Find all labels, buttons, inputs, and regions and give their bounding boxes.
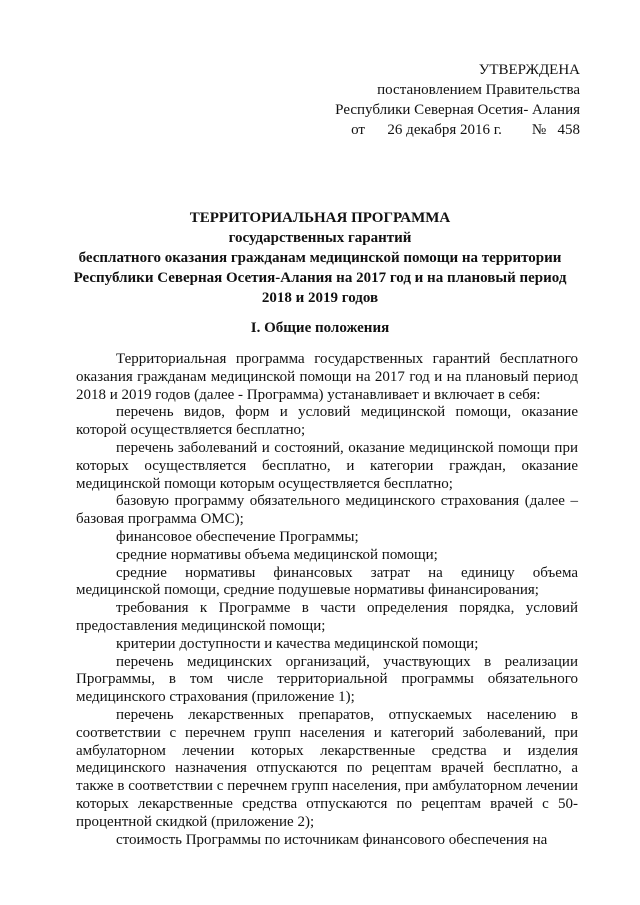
approval-issuer: постановлением Правительства xyxy=(377,82,580,98)
approval-title: УТВЕРЖДЕНА xyxy=(478,62,580,78)
title-line-1: ТЕРРИТОРИАЛЬНАЯ ПРОГРАММА xyxy=(189,210,451,226)
approval-government: Республики Северная Осетия- Алания xyxy=(335,102,580,118)
paragraph-item: средние нормативы финансовых затрат на единицу объема медицинской помощи, средние подушевые нормативы финансирования; xyxy=(76,564,578,599)
title-line-2: государственных гарантий xyxy=(228,230,412,246)
title-line-4: Республики Северная Осетия-Алания на 2017 год и на плановый период xyxy=(73,270,567,286)
body-text xyxy=(76,351,578,849)
paragraph-item: стоимость Программы по источникам финансового обеспечения на xyxy=(116,831,548,848)
paragraph-item: средние нормативы объема медицинской помощи; xyxy=(116,546,438,563)
title-line-5: 2018 и 2019 годов xyxy=(261,290,379,306)
paragraph-item: требования к Программе в части определения порядка, условий предоставления медицинской помощи; xyxy=(76,600,578,634)
paragraph-item: перечень видов, форм и условий медицинской помощи, оказание которой осуществляется бесплатно; xyxy=(76,404,578,439)
paragraph-item: критерии доступности и качества медицинской помощи; xyxy=(116,635,479,652)
document-title xyxy=(60,208,580,308)
approval-date-number: от 26 декабря 2016 г. № 458 xyxy=(351,122,580,138)
paragraph-item: базовую программу обязательного медицинского страхования (далее – базовая программа ОМС); xyxy=(76,493,578,528)
approval-stamp xyxy=(335,60,580,140)
paragraph-item: перечень заболеваний и состояний, оказание медицинской помощи при которых осуществляется бесплатно, и категории граждан, оказание медицинской помощи которым осуществляется бесплатно; xyxy=(76,439,578,492)
paragraph-intro: Территориальная программа государственных гарантий бесплатного оказания гражданам медицинской помощи на 2017 год и на плановый период 2018 и 2019 годов (далее - Программа) устанавливает и включает в себя: xyxy=(76,351,578,403)
title-line-3: бесплатного оказания гражданам медицинской помощи на территории xyxy=(78,250,562,266)
paragraph-item: перечень лекарственных препаратов, отпускаемых населению в соответствии с перечнем групп населения и категорий заболеваний, при амбулаторном лечении которых лекарственные средства и изделия медицинского назначения отпускаются по рецептам врачей бесплатно, а также в соответствии с перечнем групп населения, при амбулаторном лечении которых лекарственные средства отпускаются по рецептам врачей с 50-процентной скидкой (приложение 2); xyxy=(76,706,578,830)
paragraph-item: перечень медицинских организаций, участвующих в реализации Программы, в том числе территориальной программы обязательного медицинского страхования (приложение 1); xyxy=(76,653,578,706)
section-heading: I. Общие положения xyxy=(250,320,390,336)
paragraph-item: финансовое обеспечение Программы; xyxy=(116,528,359,545)
